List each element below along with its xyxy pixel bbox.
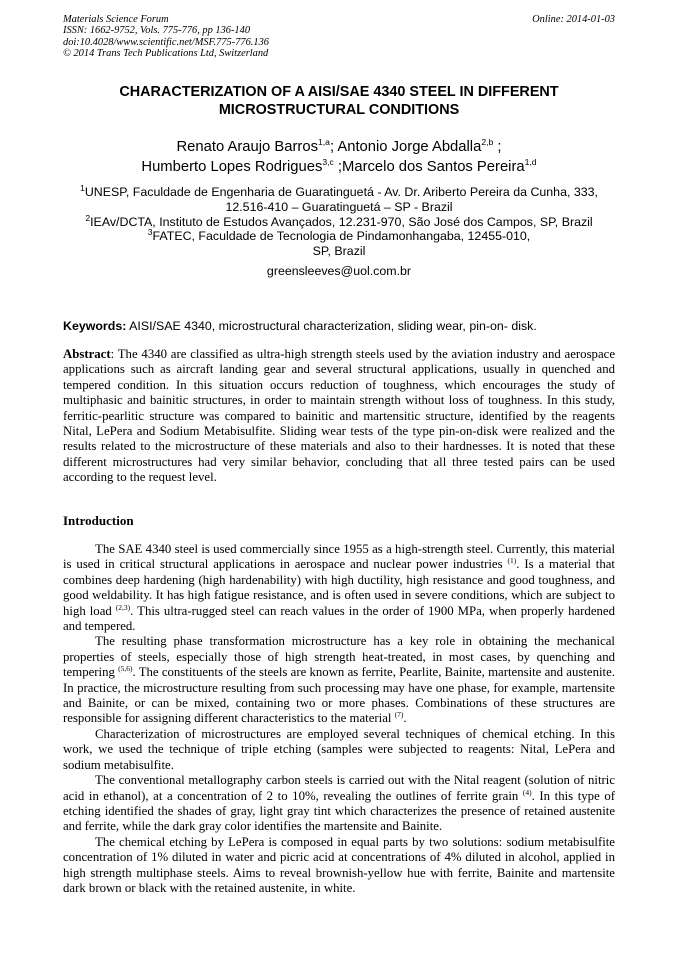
affiliation-3 (63, 229, 615, 244)
paragraph-text: The resulting phase transformation microstructure has a key role in obtaining the mechanical properties of steels, especially those of high strength heat-treated, in most cases, by quenching and tempering (63, 634, 615, 680)
paper-title (63, 83, 615, 119)
title-line-2: MICROSTRUCTURAL CONDITIONS (218, 102, 460, 118)
authors-line-1 (63, 137, 615, 157)
citation: (5,6) (118, 664, 133, 674)
author-name: Renato Araujo Barros (176, 139, 318, 155)
affiliation-2 (63, 212, 615, 230)
intro-paragraph-4 (63, 773, 615, 835)
citation: (7) (394, 710, 404, 720)
author-superscript: 1,d (524, 157, 537, 167)
journal-name: Materials Science Forum (63, 14, 169, 25)
copyright-line: © 2014 Trans Tech Publications Ltd, Switzerland (63, 47, 269, 59)
intro-paragraph-3: Characterization of microstructures are employed several techniques of chemical etching. In this work, we used the technique of triple etching (samples were subjected to reagents: Nital, LePera and sodium metabisulfite. (63, 726, 615, 772)
author-name: Marcelo dos Santos Pereira (342, 159, 525, 175)
author-list (63, 137, 615, 177)
citation: (4) (522, 787, 532, 797)
intro-paragraph-1 (63, 542, 615, 634)
author-separator: ; (329, 139, 338, 155)
author-name: Antonio Jorge Abdalla (337, 139, 482, 155)
doi-line: doi:10.4028/www.scientific.net/MSF.775-776.136 (63, 36, 269, 48)
abstract (63, 347, 615, 486)
paragraph-text: The SAE 4340 steel is used commercially since 1955 as a high-strength steel. Currently, this material is used in critical structural applications in aerospace and nuclear power industries (63, 542, 615, 572)
citation: (1) (507, 556, 517, 566)
intro-paragraph-2 (63, 634, 615, 726)
paragraph-text: The conventional metallography carbon steels is carried out with the Nital reagent (solution of nitric acid in ethanol), at a concentration of 2 to 10%, revealing the outlines of ferrite grain (63, 773, 615, 803)
author-superscript: 2,b (481, 137, 494, 147)
affiliation-text: FATEC, Faculdade de Tecnologia de Pindamonhangaba, 12455-010, (152, 229, 531, 244)
author-separator: ; (493, 139, 502, 155)
abstract-label: Abstract (63, 347, 111, 361)
authors-line-2 (63, 157, 615, 177)
introduction-heading: Introduction (63, 513, 134, 528)
online-date: Online: 2014-01-03 (532, 14, 615, 25)
abstract-text: : The 4340 are classified as ultra-high strength steels used by the aviation industry and aerospace applications such as aircraft landing gear and several structural applications, usually in quenched and tempered condition. In this situation occurs reduction of toughness, which encourages the study of multiphasic and bainitic structures, in order to maintain strength without loss of toughness. In this study, ferritic-pearlitic structure was compared to bainitic and martensitic structure, identified by the reagents Nital, LePera and Sodium Metabisulfite. Sliding wear tests of the type pin-on-disk were realized and the results related to the microstructure of these materials and also to their hardnesses. It is noted that these different microstructures had very similar behavior, concluding that all three tested pairs can be used according to the request level. (63, 347, 615, 485)
author-superscript: 1,a (317, 137, 330, 147)
paragraph-text: . The constituents of the steels are known as ferrite, Pearlite, Bainite, martensite and austenite. In practice, the microstructure resulting from such processing may have one phase, for example, martensite and Bainite, or can be mixed, containing two or more phases. Combinations of these structures are responsible for assigning different characteristics to the material (63, 665, 615, 726)
issn-line: ISSN: 1662-9752, Vols. 775-776, pp 136-140 (63, 25, 251, 37)
keywords-text: AISI/SAE 4340, microstructural characterization, sliding wear, pin-on- disk. (126, 319, 537, 333)
author-superscript: 3,c (322, 157, 334, 167)
paragraph-text: . In this type of etching identified the shades of gray, light gray tint which characterizes the presence of retained austenite and ferrite, while the dark gray color identifies the martensite and Bainite. (63, 788, 615, 834)
author-separator: ; (333, 159, 343, 175)
paragraph-text: . This ultra-rugged steel can reach values in the order of 1900 MPa, when properly hardened and tempered. (63, 603, 615, 634)
journal-header (63, 14, 615, 59)
affiliation-superscript: 3 (147, 227, 153, 238)
keywords-label: Keywords: (63, 319, 127, 333)
author-name: Humberto Lopes Rodrigues (141, 159, 323, 175)
title-line-1: CHARACTERIZATION OF A AISI/SAE 4340 STEEL IN DIFFERENT (119, 84, 559, 100)
intro-paragraph-5: The chemical etching by LePera is composed in equal parts by two solutions: sodium metabisulfite concentration of 1% diluted in water and picric acid at concentrations of 4% diluted in alcohol, applied in high strength multiphase steels. Aims to reveal brownish-yellow hue with ferrite, Bainite and martensite dark brown or black with the retained austenite, in white. (63, 834, 615, 895)
affiliation-superscript: 2 (85, 212, 91, 223)
affiliation-1-cont: 12.516-410 – Guaratinguetá – SP - Brazil (225, 199, 453, 214)
affiliations (63, 185, 615, 259)
affiliation-text: IEAv/DCTA, Instituto de Estudos Avançados, 12.231-970, São José dos Campos, SP, Brazil (90, 214, 593, 229)
affiliation-superscript: 1 (80, 183, 85, 193)
keywords (63, 319, 615, 334)
affiliation-1 (63, 185, 615, 200)
paragraph-text: . (403, 711, 407, 726)
introduction-body (63, 542, 615, 896)
citation: (2,3) (115, 602, 131, 612)
paragraph-text: . Is a material that combines deep hardening (high hardenability) with high ductility, high resistance and good toughness, and good weldability. It has high fatigue resistance, and is often used in severe conditions, which are subject to high load (63, 557, 615, 618)
affiliation-3-cont: SP, Brazil (312, 244, 366, 259)
contact-email: greensleeves@uol.com.br (266, 264, 412, 278)
affiliation-text: UNESP, Faculdade de Engenharia de Guaratinguetá - Av. Dr. Ariberto Pereira da Cunha, 333, (84, 185, 598, 199)
